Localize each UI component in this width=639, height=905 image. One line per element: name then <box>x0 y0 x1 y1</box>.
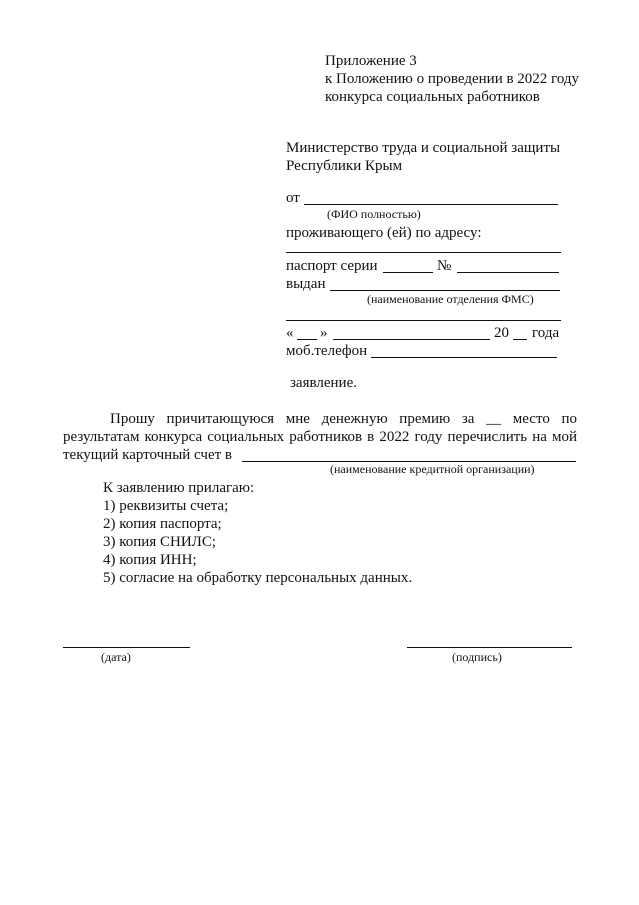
issuer-blank-line[interactable] <box>330 290 560 291</box>
address-blank-line[interactable] <box>286 252 561 253</box>
attachment-item: 4) копия ИНН; <box>103 552 197 568</box>
body-line-1: Прошу причитающуюся мне денежную премию за __ место по <box>110 411 577 427</box>
statement-title: заявление. <box>290 375 357 391</box>
attachment-item: 1) реквизиты счета; <box>103 498 229 514</box>
day-blank[interactable] <box>297 339 317 340</box>
signature-hint: (подпись) <box>452 650 502 664</box>
addressee-ministry: Министерство труда и социальной защиты <box>286 140 561 156</box>
address-label: проживающего (ей) по адресу: <box>286 225 482 241</box>
date-open-quote: « <box>286 325 294 341</box>
date-signature-line[interactable] <box>63 647 190 648</box>
appendix-title: Приложение 3 <box>325 53 417 69</box>
year-label: года <box>532 325 560 341</box>
date-hint: (дата) <box>101 650 131 664</box>
fio-blank-line[interactable] <box>304 204 558 205</box>
year-blank[interactable] <box>513 339 527 340</box>
attachment-item: 2) копия паспорта; <box>103 516 222 532</box>
passport-number-blank[interactable] <box>457 272 559 273</box>
appendix-reference: к Положению о проведении в 2022 году <box>325 71 580 87</box>
attachments-intro: К заявлению прилагаю: <box>103 480 255 496</box>
phone-label: моб.телефон <box>286 343 368 359</box>
body-line-3: текущий карточный счет в <box>63 447 233 463</box>
issuer-extra-line[interactable] <box>286 320 561 321</box>
issuer-hint: (наименование отделения ФМС) <box>367 292 534 306</box>
addressee-region: Республики Крым <box>286 158 403 174</box>
bank-hint: (наименование кредитной организации) <box>330 462 535 476</box>
passport-series-blank[interactable] <box>383 272 433 273</box>
year-prefix: 20 <box>494 325 509 341</box>
month-blank[interactable] <box>333 339 490 340</box>
attachment-item: 3) копия СНИЛС; <box>103 534 216 550</box>
fio-hint: (ФИО полностью) <box>327 207 421 221</box>
phone-blank[interactable] <box>371 357 557 358</box>
attachment-item: 5) согласие на обработку персональных данных. <box>103 570 413 586</box>
passport-series-label: паспорт серии <box>286 258 378 274</box>
passport-number-label: № <box>437 258 452 274</box>
signature-line[interactable] <box>407 647 572 648</box>
date-close-quote: » <box>320 325 328 341</box>
from-label: от <box>286 190 300 206</box>
body-line-2: результатам конкурса социальных работников в 2022 году перечислить на мой <box>63 429 577 445</box>
issued-label: выдан <box>286 276 326 292</box>
appendix-subject: конкурса социальных работников <box>325 89 540 105</box>
